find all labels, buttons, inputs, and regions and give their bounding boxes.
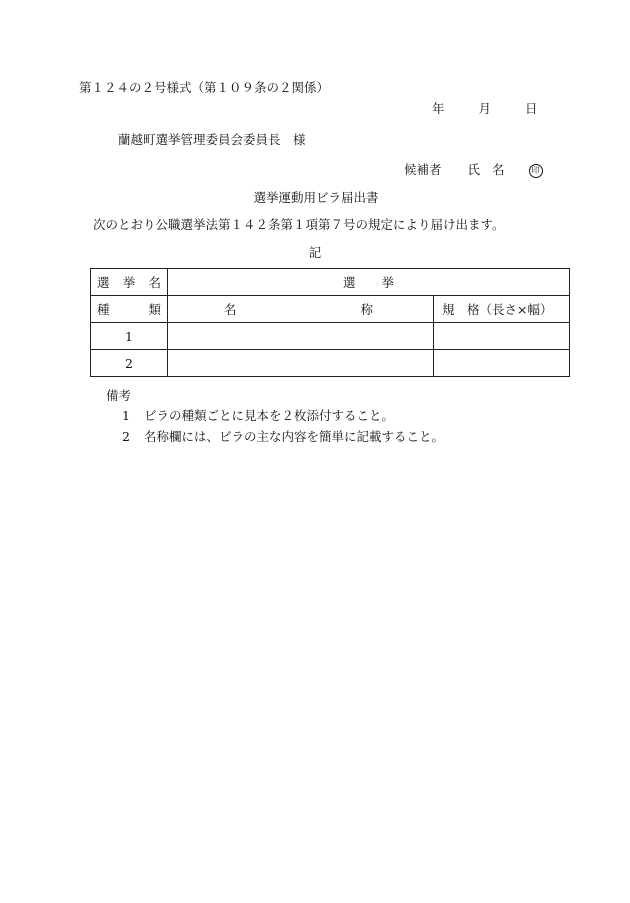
seal-mark: 印: [529, 164, 543, 178]
header-char: 称: [360, 301, 373, 317]
remark-item: [122, 429, 444, 444]
remark-number: 2: [122, 429, 130, 444]
candidate-label: 候補者: [404, 162, 442, 177]
spec-cell[interactable]: [434, 323, 570, 350]
row-number-cell: 2: [91, 350, 168, 377]
date-line: [432, 101, 538, 116]
spec-header-text: 規 格（長さ×幅）: [442, 301, 553, 317]
candidate-name-label-1: 氏: [467, 162, 481, 177]
election-name-label-cell: [91, 269, 168, 296]
name-cell[interactable]: [168, 323, 434, 350]
table-row-header: [91, 296, 570, 323]
spec-header-cell: [434, 296, 570, 323]
header-char: 名: [224, 301, 237, 317]
ki-mark: 記: [308, 245, 322, 260]
form-number: 第１２４の２号様式（第１０９条の２関係）: [79, 80, 330, 95]
type-label-cell: [91, 296, 168, 323]
form-table: [90, 268, 570, 377]
election-name-cell[interactable]: [168, 269, 570, 296]
value-char: 挙: [381, 274, 395, 290]
addressee: 蘭越町選挙管理委員会委員長 様: [118, 132, 306, 147]
candidate-line: [404, 162, 543, 178]
candidate-name-label-2: 名: [492, 162, 505, 177]
intro-text: 次のとおり公職選挙法第１４２条第１項第７号の規定により届け出ます。: [93, 217, 505, 232]
label-char: 名: [148, 274, 161, 290]
table-row: [91, 323, 570, 350]
remark-text: 名称欄には、ビラの主な内容を簡単に記載すること。: [144, 429, 445, 444]
remark-text: ビラの種類ごとに見本を２枚添付すること。: [144, 408, 395, 423]
date-month-label: 月: [478, 101, 492, 116]
name-header-cell: [168, 296, 434, 323]
table-row: [91, 350, 570, 377]
remark-item: [122, 408, 394, 423]
document-title: 選挙運動用ビラ届出書: [253, 190, 379, 205]
row-number-cell: 1: [91, 323, 168, 350]
remarks-title: 備考: [106, 388, 132, 403]
date-day-label: 日: [525, 101, 538, 116]
spec-cell[interactable]: [434, 350, 570, 377]
date-year-label: 年: [432, 101, 445, 116]
label-char: 挙: [122, 274, 136, 290]
value-char: 選: [342, 274, 356, 290]
name-cell[interactable]: [168, 350, 434, 377]
table-row-election: [91, 269, 570, 296]
label-char: 類: [148, 301, 161, 317]
label-char: 選: [97, 274, 110, 290]
label-char: 種: [97, 301, 110, 317]
remark-number: 1: [122, 408, 130, 423]
